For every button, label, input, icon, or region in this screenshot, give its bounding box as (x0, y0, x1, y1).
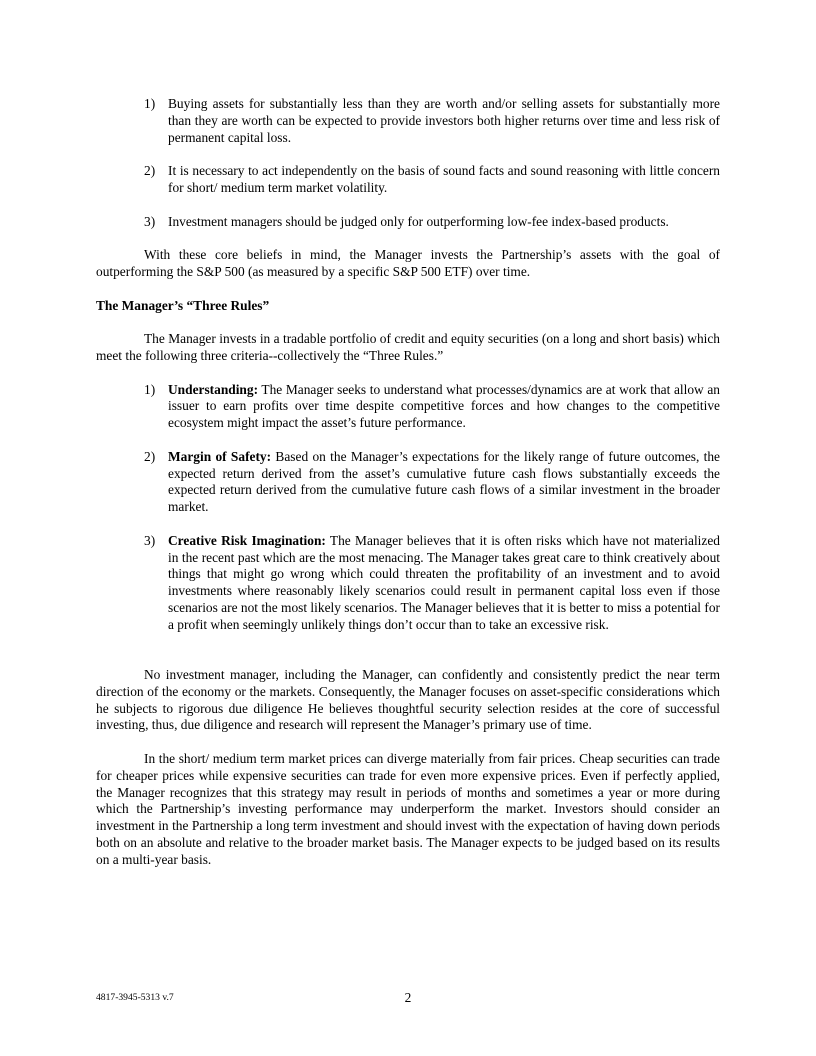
rule-title: Creative Risk Imagination: (168, 532, 326, 548)
document-page (96, 96, 720, 885)
prediction-paragraph: No investment manager, including the Manager, can confidently and consistently predict the near term direction of the economy or the markets. Consequently, the Manager focuses on asset-specific considerations which he subjects to rigorous due diligence He believes thoughtful security selection resides at the core of successful investing, thus, due diligence and research will represent the Manager’s primary use of time. (96, 667, 720, 733)
list-item (96, 382, 720, 432)
list-item-number: 1) (144, 96, 156, 111)
document-id: 4817-3945-5313 v.7 (96, 992, 174, 1003)
core-beliefs-paragraph: With these core beliefs in mind, the Manager invests the Partnership’s assets with the goal of outperforming the S&P 500 (as measured by a specific S&P 500 ETF) over time. (96, 247, 720, 279)
rule-title: Understanding: (168, 381, 259, 397)
list-item (96, 449, 720, 516)
list-item-number: 2) (144, 448, 156, 464)
core-beliefs-list (96, 96, 720, 230)
list-item-number: 2) (144, 163, 156, 179)
list-item-text: Buying assets for substantially less than they are worth and/or selling assets for substantially more than they are worth can be expected to provide investors both higher returns over time and less risk of permanent capital loss. (168, 96, 720, 145)
market-prices-paragraph: In the short/ medium term market prices can diverge materially from fair prices. Cheap securities can trade for cheaper prices while expensive securities can trade for even more expensive prices. Even if perfectly applied, the Manager recognizes that this strategy may result in periods of months and sometimes a year or more during which the Partnership’s investing performance may underperform the market. Investors should consider an investment in the Partnership a long term investment and should invest with the expectation of having down periods both on an absolute and relative to the broader market basis. The Manager expects to be judged based on its results on a multi-year basis. (96, 751, 720, 867)
spacer (96, 650, 720, 667)
three-rules-list (96, 382, 720, 634)
rule-title: Margin of Safety: (168, 448, 272, 464)
list-item-text: Investment managers should be judged only for outperforming low-fee index-based products. (168, 213, 669, 229)
list-item (96, 96, 720, 146)
rule-text: The Manager seeks to understand what processes/dynamics are at work that allow an issuer to earn profits over time despite competitive forces and how changes to the competitive ecosystem might impact the asset’s future performance. (168, 381, 720, 431)
list-item (96, 533, 720, 634)
list-item (96, 214, 720, 231)
list-item-number: 3) (144, 213, 156, 229)
page-number: 2 (404, 990, 412, 1005)
list-item-text: It is necessary to act independently on the basis of sound facts and sound reasoning with little concern for short/ medium term market volatility. (168, 163, 720, 195)
list-item (96, 163, 720, 197)
rule-text: Based on the Manager’s expectations for the likely range of future outcomes, the expected return derived from the asset’s cumulative future cash flows substantially exceeds the expected return derived from the cumulative future cash flows of a similar investment in the broader market. (168, 448, 720, 515)
rule-text: The Manager believes that it is often risks which have not materialized in the recent past which are the most menacing. The Manager takes great care to think creatively about things that might go wrong which could threaten the profitability of an investment and to avoid investments where reasonably likely scenarios could result in permanent capital loss even if those scenarios are not the most likely scenarios. The Manager believes that it is better to miss a potential for a profit when seemingly unlikely things don’t occur than to take an excessive risk. (168, 532, 720, 632)
list-item-number: 1) (144, 381, 156, 397)
three-rules-intro: The Manager invests in a tradable portfolio of credit and equity securities (on a long and short basis) which meet the following three criteria--collectively the “Three Rules.” (96, 331, 720, 363)
list-item-number: 3) (144, 532, 156, 548)
section-heading: The Manager’s “Three Rules” (96, 297, 270, 313)
